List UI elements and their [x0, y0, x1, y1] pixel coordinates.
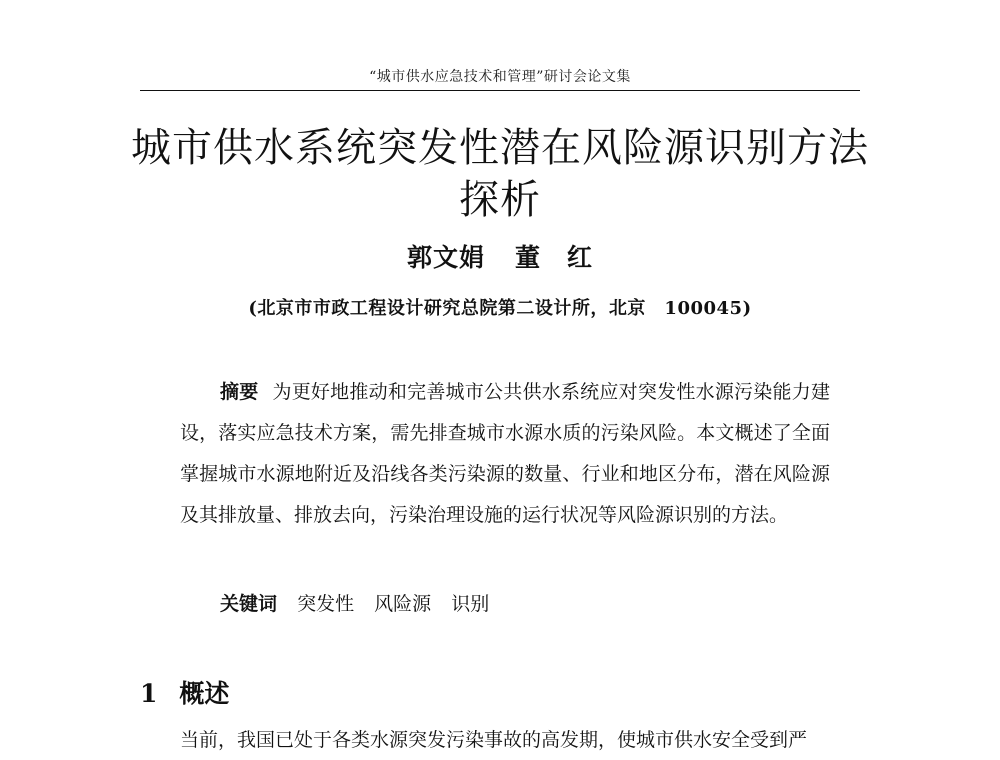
- running-header: “城市供水应急技术和管理”研讨会论文集: [369, 69, 631, 85]
- author-1: 郭文娟: [406, 243, 485, 272]
- authors: [100, 238, 900, 274]
- abstract: [180, 372, 830, 536]
- author-2: 董 红: [515, 243, 594, 272]
- section-1-body: 当前，我国已处于各类水源突发污染事故的高发期，使城市供水安全受到严: [180, 729, 808, 751]
- keywords: [220, 590, 503, 618]
- title-line-1: 城市供水系统突发性潜在风险源识别方法: [131, 125, 869, 171]
- abstract-text: 为更好地推动和完善城市公共供水系统应对突发性水源污染能力建设，落实应急技术方案，需先排查城市水源水质的污染风险。本文概述了全面掌握城市水源地附近及沿线各类污染源的数量、行业和地区分布，潜在风险源及其排放量、排放去向，污染治理设施的运行状况等风险源识别的方法。: [180, 381, 830, 526]
- section-1-title: 概述: [179, 679, 230, 708]
- header-rule: [140, 90, 860, 91]
- section-1-heading: [140, 674, 229, 710]
- section-1-number: 1: [140, 679, 158, 708]
- abstract-label: 摘要: [220, 381, 259, 403]
- keyword-3: 识别: [451, 593, 490, 615]
- title-line-2: 探析: [459, 177, 541, 223]
- keyword-1: 突发性: [297, 593, 355, 615]
- paper-title: [100, 122, 900, 226]
- keywords-label: 关键词: [220, 593, 278, 615]
- affiliation: (北京市市政工程设计研究总院第二设计所，北京 100045): [248, 298, 752, 319]
- keyword-2: 风险源: [374, 593, 432, 615]
